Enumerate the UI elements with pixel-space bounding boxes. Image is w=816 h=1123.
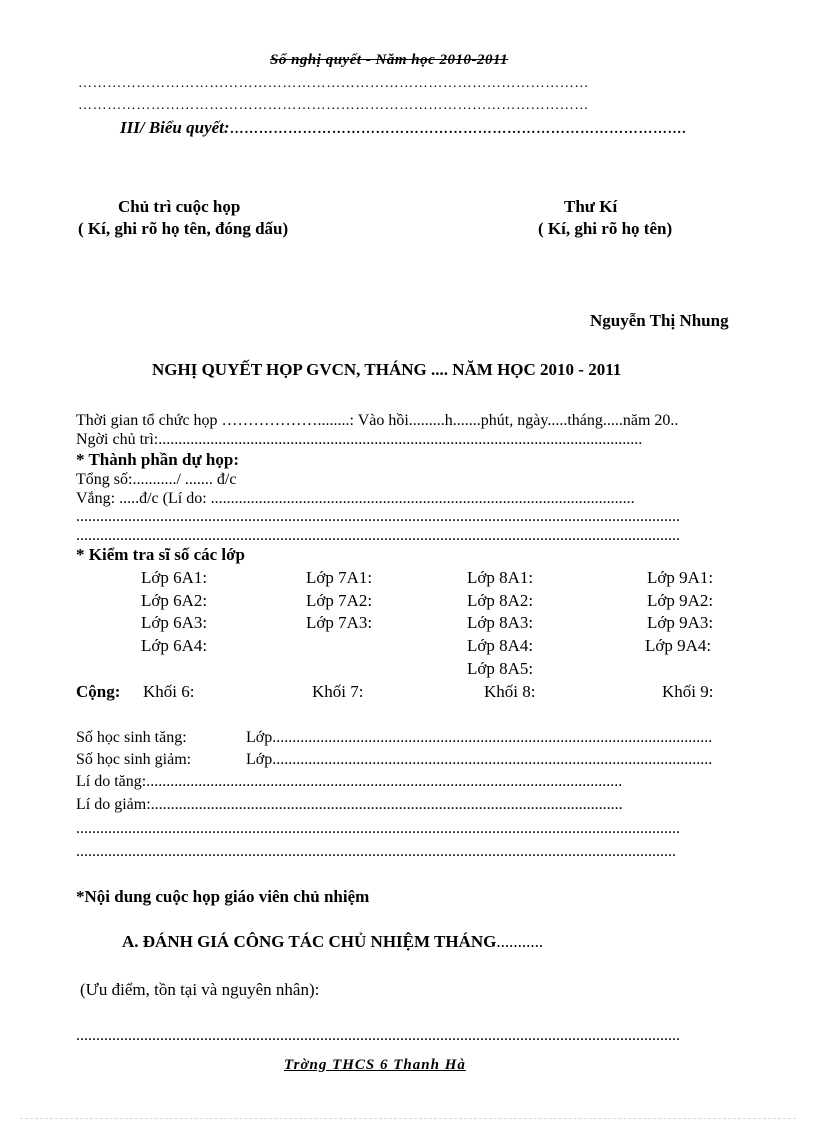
decrease-label: Số học sinh giảm: — [76, 751, 192, 768]
meeting-time-line: Thời gian tổ chức họp ………………........: Vào hồi.........h.......phút, ngày.....tháng.....năm 20.. — [76, 412, 679, 429]
class-9a2: Lớp 9A2: — [647, 591, 714, 610]
dotted-line: ...................................................................................................................................................... — [76, 843, 676, 860]
secretary-name: Nguyễn Thị Nhung — [590, 311, 729, 330]
class-6a2: Lớp 6A2: — [141, 591, 208, 610]
reason-increase: Lí do tăng:....................................................................................................................... — [76, 773, 623, 790]
class-8a2: Lớp 8A2: — [467, 591, 534, 610]
page-header: Sổ nghị quyết - Năm học 2010-2011 — [270, 52, 509, 68]
khoi-6: Khối 6: — [143, 682, 195, 701]
secretary-note: ( Kí, ghi rõ họ tên) — [538, 219, 673, 238]
bieu-quyet-row — [120, 118, 686, 138]
reason-decrease: Lí do giảm:...................................................................................................................... — [76, 796, 623, 813]
class-8a5: Lớp 8A5: — [467, 659, 534, 678]
total-label: Cộng: — [76, 682, 121, 701]
section-a-dots: ........... — [496, 932, 544, 951]
page-footer: Trờng THCS 6 Thanh Hà — [284, 1057, 466, 1073]
class-8a1: Lớp 8A1: — [467, 568, 534, 587]
khoi-7: Khối 7: — [312, 682, 364, 701]
document-title: NGHỊ QUYẾT HỌP GVCN, THÁNG .... NĂM HỌC 2010 - 2011 — [152, 360, 622, 379]
bieu-quyet-label: III/ Biểu quyết: — [120, 118, 230, 137]
dotted-line: ....................................................................................................................................................... — [76, 527, 680, 544]
class-9a3: Lớp 9A3: — [647, 613, 714, 632]
class-7a3: Lớp 7A3: — [306, 613, 373, 632]
class-7a2: Lớp 7A2: — [306, 591, 373, 610]
khoi-9: Khối 9: — [662, 682, 714, 701]
khoi-8: Khối 8: — [484, 682, 536, 701]
section-a-title: A. ĐÁNH GIÁ CÔNG TÁC CHỦ NHIỆM THÁNG — [122, 932, 497, 951]
dotted-line: …………………………………………………………………………………………… — [78, 76, 589, 91]
section-a-row — [122, 932, 543, 952]
content-heading: *Nội dung cuộc họp giáo viên chủ nhiệm — [76, 887, 370, 906]
chair-title: Chủ trì cuộc họp — [118, 197, 241, 216]
class-6a1: Lớp 6A1: — [141, 568, 208, 587]
dotted-line: ....................................................................................................................................................... — [76, 820, 680, 837]
attendance-absent-line: Vắng: .....đ/c (Lí do: .......................................................................................................... — [76, 490, 635, 507]
increase-label: Số học sinh tăng: — [76, 729, 187, 746]
class-check-heading: * Kiểm tra sĩ số các lớp — [76, 545, 245, 564]
section-a-note: (Ưu điểm, tồn tại và nguyên nhân): — [80, 980, 320, 999]
dotted-line: ....................................................................................................................................................... — [76, 508, 680, 525]
class-6a4: Lớp 6A4: — [141, 636, 208, 655]
page-bottom-divider — [20, 1118, 796, 1119]
secretary-title: Thư Kí — [564, 197, 618, 216]
class-6a3: Lớp 6A3: — [141, 613, 208, 632]
dotted-line: …………………………………………………………………………………………… — [78, 98, 589, 113]
attendance-heading: * Thành phần dự họp: — [76, 450, 239, 469]
class-7a1: Lớp 7A1: — [306, 568, 373, 587]
class-9a4: Lớp 9A4: — [645, 636, 712, 655]
class-8a3: Lớp 8A3: — [467, 613, 534, 632]
decrease-value: Lớp.............................................................................................................. — [246, 751, 713, 768]
chair-note: ( Kí, ghi rõ họ tên, đóng dấu) — [78, 219, 289, 238]
class-9a1: Lớp 9A1: — [647, 568, 714, 587]
meeting-chair-line: Ngời chủ trì:......................................................................................................................... — [76, 431, 643, 448]
attendance-total-line: Tổng số:.........../ ....... đ/c — [76, 471, 237, 488]
increase-value: Lớp.............................................................................................................. — [246, 729, 713, 746]
dotted-line: ....................................................................................................................................................... — [76, 1027, 680, 1044]
class-8a4: Lớp 8A4: — [467, 636, 534, 655]
bieu-quyet-dots: …………………………………………………………………………………. — [229, 122, 687, 137]
